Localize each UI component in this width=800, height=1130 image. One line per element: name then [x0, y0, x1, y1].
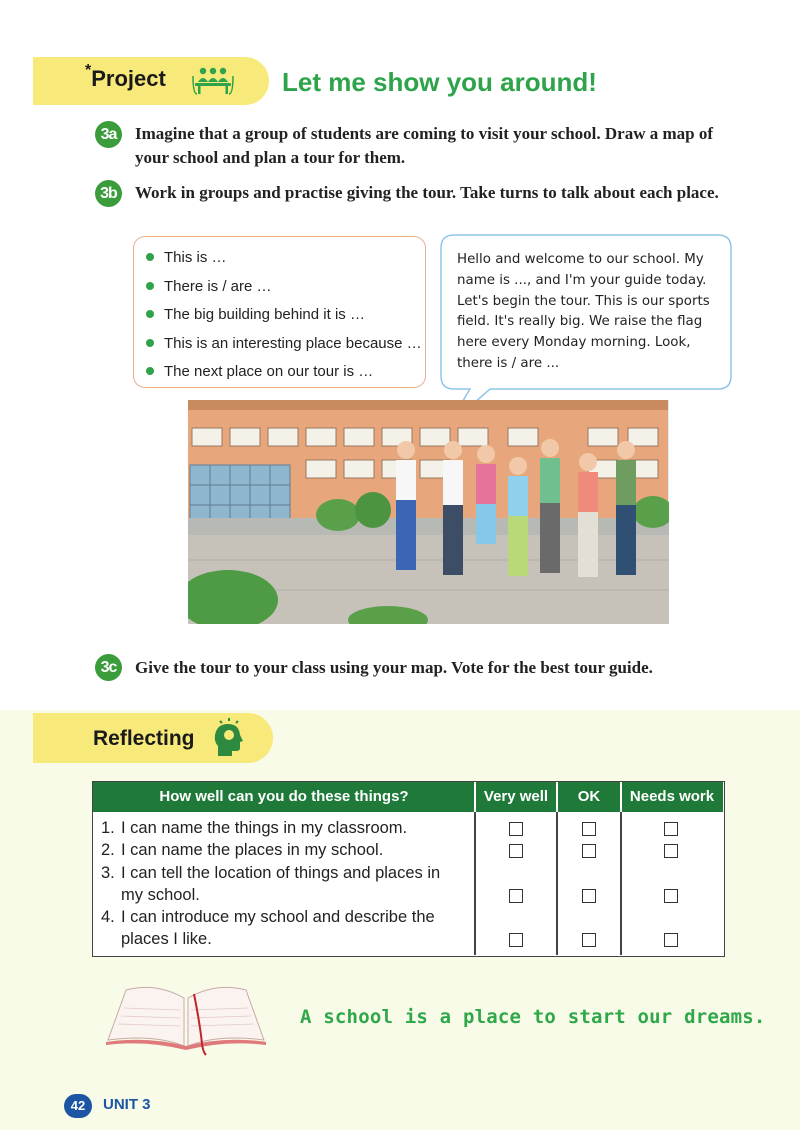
column-header-skills: How well can you do these things? [159, 788, 409, 805]
task-badge-3a: 3a [95, 121, 122, 148]
checkbox-row4-very-well[interactable] [509, 933, 523, 947]
group-of-students-icon [192, 66, 234, 96]
reflecting-label: Reflecting [93, 727, 195, 750]
checkbox-row1-very-well[interactable] [509, 822, 523, 836]
checkbox-row4-needs-work[interactable] [664, 933, 678, 947]
checkbox-row2-ok[interactable] [582, 844, 596, 858]
table-header-row [93, 782, 723, 812]
table-row: 2. I can name the places in my school. [101, 841, 384, 859]
column-divider [620, 782, 622, 812]
lesson-title: Let me show you around! [282, 67, 597, 97]
phrase-item: This is … [146, 244, 425, 273]
task-badge-3c: 3c [95, 654, 122, 681]
task-3a-instruction: Imagine that a group of students are coming to visit your school. Draw a map of your school and plan a tour for them. [135, 124, 714, 167]
table-row: 4. I can introduce my school and describe the places I like. [101, 908, 435, 949]
checkbox-row3-ok[interactable] [582, 889, 596, 903]
self-assessment-table [92, 781, 725, 957]
school-tour-illustration [188, 400, 669, 624]
task-3c-instruction: Give the tour to your class using your map. Vote for the best tour guide. [135, 658, 653, 677]
page-number: 42 [64, 1094, 92, 1118]
unit-label: UNIT 3 [103, 1096, 151, 1113]
phrase-item: There is / are … [146, 273, 425, 302]
table-row: 3. I can tell the location of things and places in my school. [101, 864, 441, 905]
column-header-very-well: Very well [483, 788, 549, 805]
speech-bubble-text: Hello and welcome to our school. My name is ..., and I'm your guide today. Let's begin the tour. This is our sports field. It's really big. We raise the flag here every Monday morning. Look, there is / are ... [457, 252, 710, 371]
column-header-ok: OK [577, 788, 601, 805]
project-label: *Project [85, 62, 166, 91]
column-header-needs-work: Needs work [629, 788, 715, 805]
checkbox-row2-needs-work[interactable] [664, 844, 678, 858]
useful-phrases-box [133, 236, 426, 388]
checkbox-row3-needs-work[interactable] [664, 889, 678, 903]
open-book-icon [106, 984, 266, 1056]
checkbox-row4-ok[interactable] [582, 933, 596, 947]
task-3b-instruction: Work in groups and practise giving the tour. Take turns to talk about each place. [135, 183, 719, 202]
checkbox-row1-needs-work[interactable] [664, 822, 678, 836]
column-divider [556, 782, 558, 812]
checkbox-row3-very-well[interactable] [509, 889, 523, 903]
task-badge-3b: 3b [95, 180, 122, 207]
phrase-item: This is an interesting place because … [146, 330, 425, 359]
table-row: 1. I can name the things in my classroom. [101, 819, 408, 837]
bullet-icon [146, 310, 154, 318]
bullet-icon [146, 367, 154, 375]
phrase-item: The big building behind it is … [146, 301, 425, 330]
bullet-icon [146, 253, 154, 261]
head-with-lightbulb-icon [212, 718, 246, 758]
checkbox-row2-very-well[interactable] [509, 844, 523, 858]
phrase-item: The next place on our tour is … [146, 358, 425, 387]
motto-text: A school is a place to start our dreams. [300, 1006, 766, 1028]
checkbox-row1-ok[interactable] [582, 822, 596, 836]
bullet-icon [146, 339, 154, 347]
column-divider [474, 782, 476, 812]
bullet-icon [146, 282, 154, 290]
